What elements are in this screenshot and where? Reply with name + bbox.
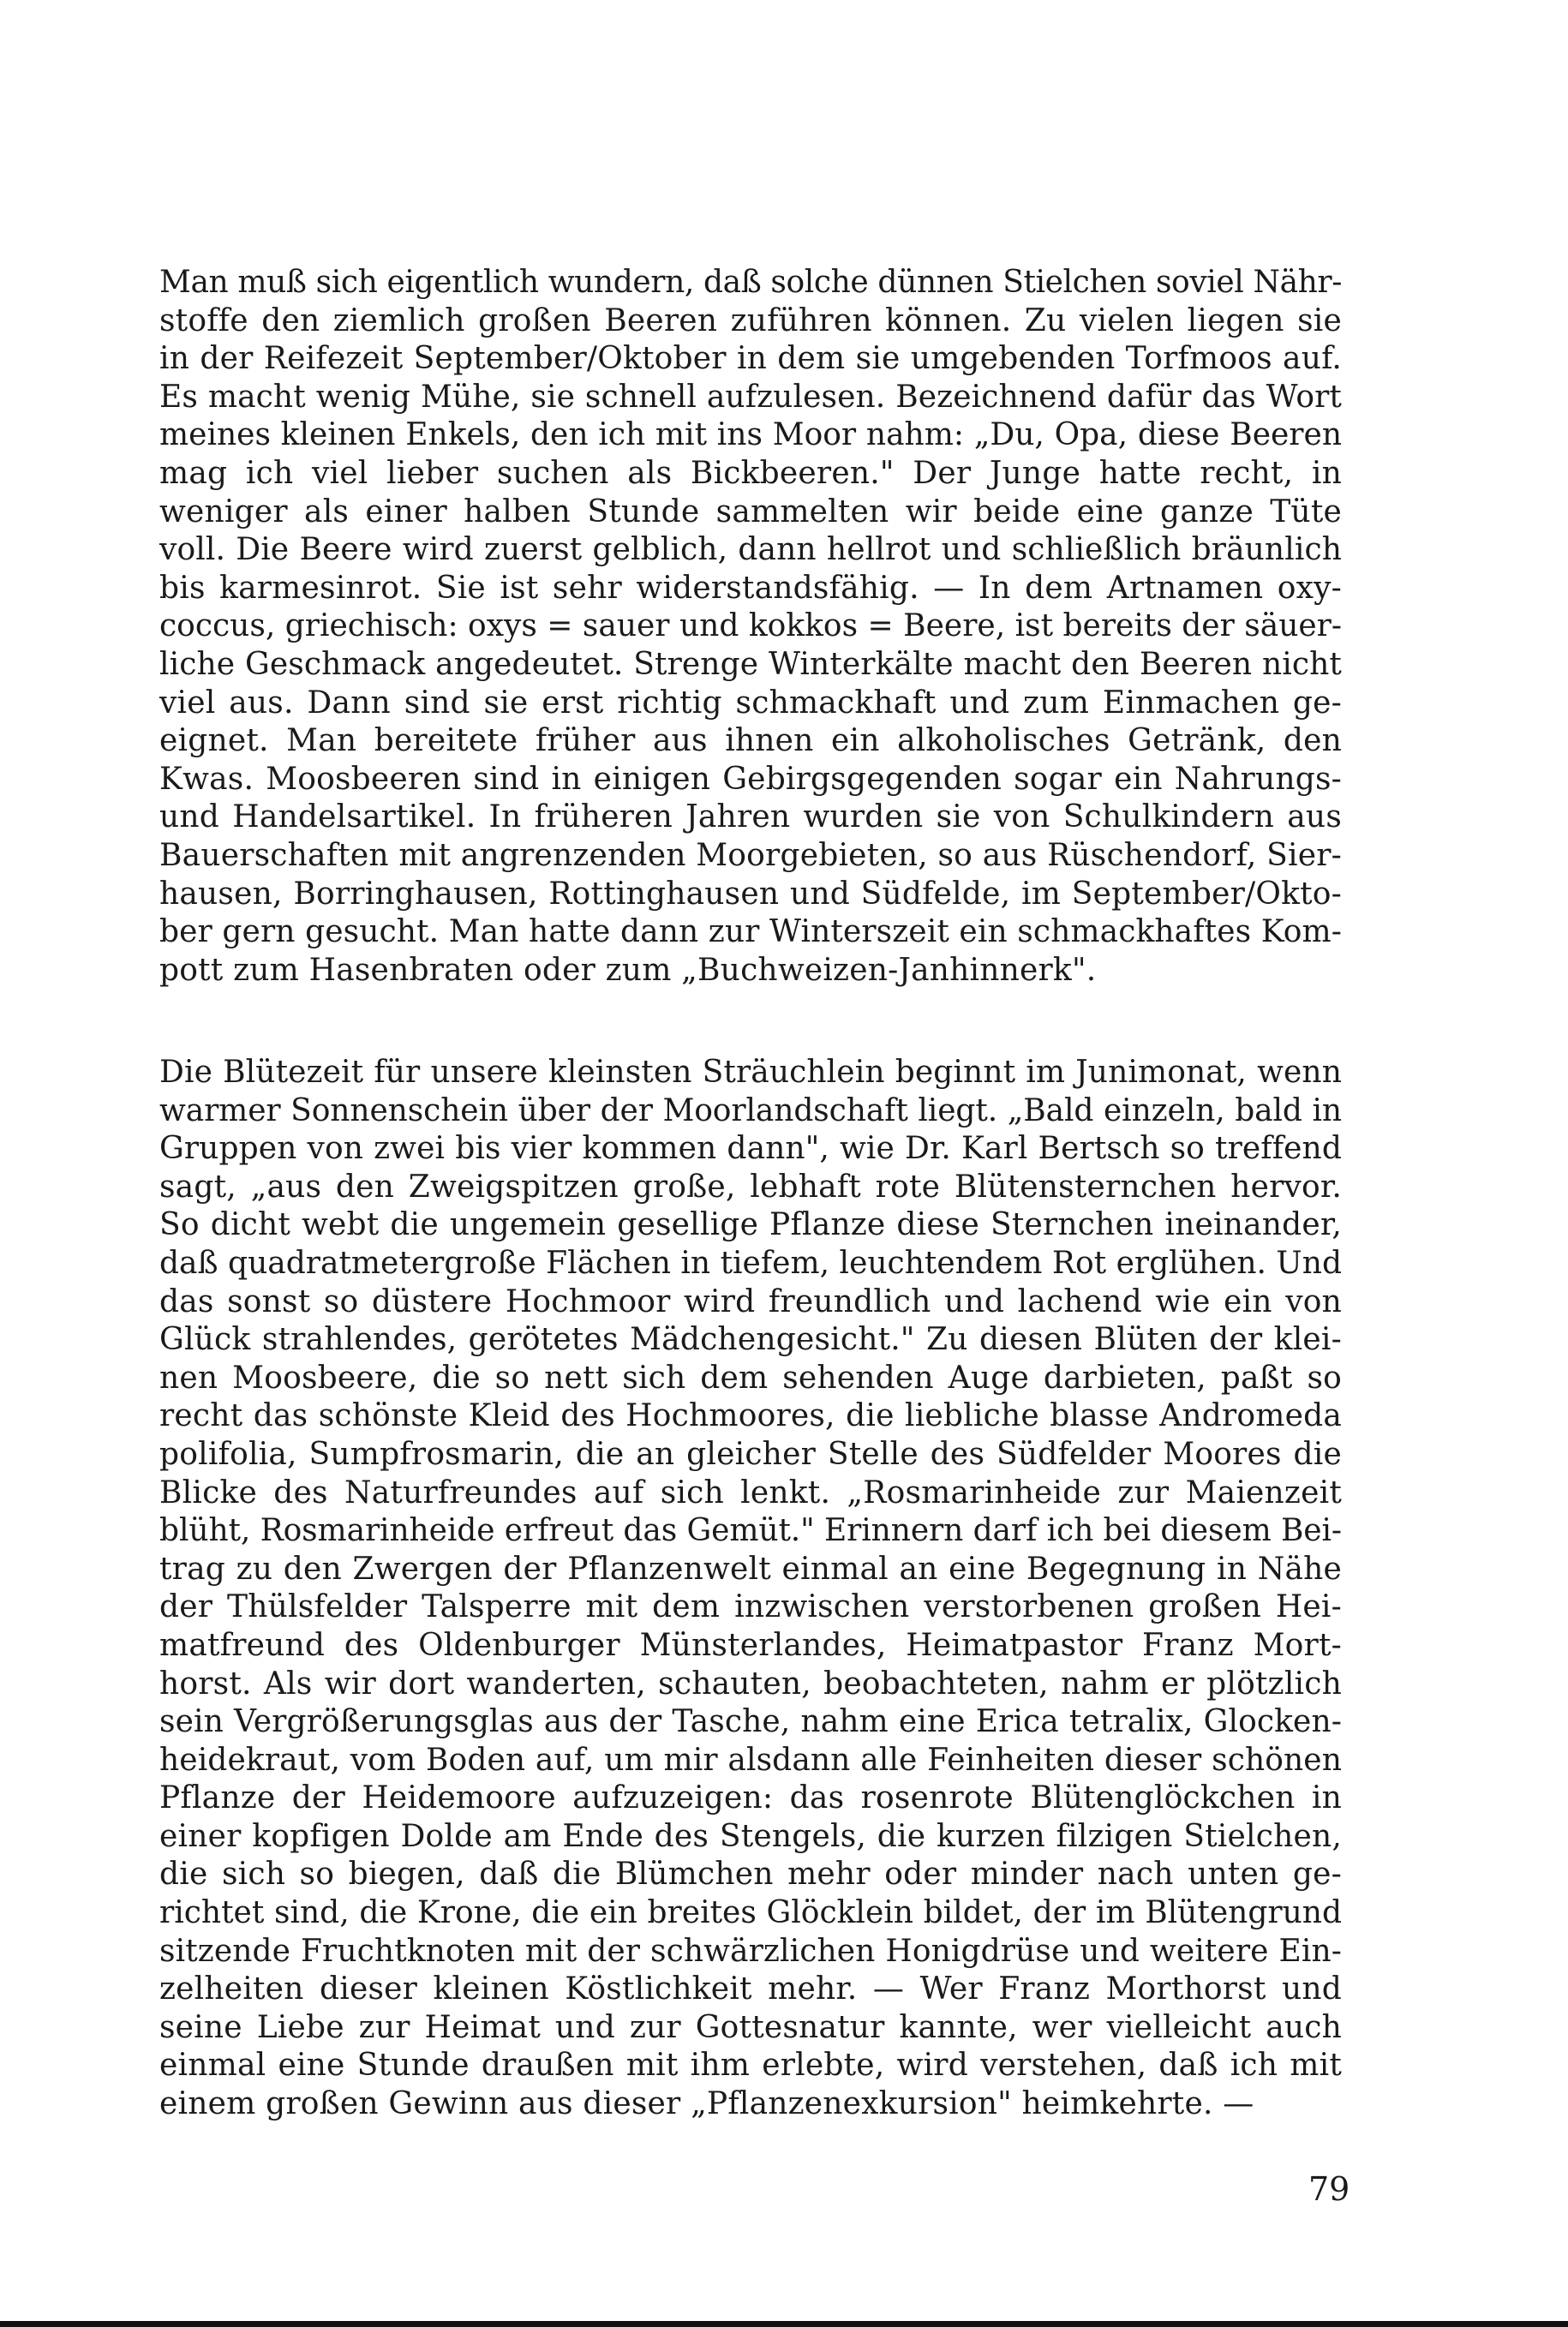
- text-line: Gruppen von zwei bis vier kommen dann", wie Dr. Karl Bertsch so treffend: [159, 1131, 1342, 1167]
- text-line: Bauerschaften mit angrenzenden Moorgebieten, so aus Rüschendorf, Sier-: [159, 837, 1342, 873]
- text-line: mag ich viel lieber suchen als Bickbeeren." Der Junge hatte recht, in: [159, 455, 1342, 491]
- text-line: liche Geschmack angedeutet. Strenge Winterkälte macht den Beeren nicht: [159, 646, 1342, 682]
- text-line: Blicke des Naturfreundes auf sich lenkt. „Rosmarinheide zur Maienzeit: [159, 1475, 1342, 1510]
- text-line: matfreund des Oldenburger Münsterlandes, Heimatpastor Franz Mort-: [159, 1627, 1342, 1663]
- text-line: coccus, griechisch: oxys = sauer und kokkos = Beere, ist bereits der säuer-: [159, 608, 1343, 644]
- text-line: zelheiten dieser kleinen Köstlichkeit mehr. — Wer Franz Morthorst und: [159, 1971, 1342, 2007]
- text-line: richtet sind, die Krone, die ein breites Glöcklein bildet, der im Blütengrund: [159, 1895, 1342, 1931]
- text-line: stoffe den ziemlich großen Beeren zuführen können. Zu vielen liegen sie: [159, 302, 1342, 338]
- text-line: bis karmesinrot. Sie ist sehr widerstandsfähig. — In dem Artnamen oxy-: [159, 570, 1342, 606]
- scan-bottom-edge: [0, 2321, 1568, 2327]
- text-line: ber gern gesucht. Man hatte dann zur Winterszeit ein schmackhaftes Kom-: [159, 914, 1343, 950]
- text-line: einmal eine Stunde draußen mit ihm erlebte, wird verstehen, daß ich mit: [159, 2048, 1342, 2084]
- paragraph-1: [159, 264, 1342, 990]
- text-line: einem großen Gewinn aus dieser „Pflanzenexkursion" heimkehrte. —: [159, 2086, 1254, 2122]
- text-line: Man muß sich eigentlich wundern, daß solche dünnen Stielchen soviel Nähr-: [159, 265, 1342, 300]
- text-line: eignet. Man bereitete früher aus ihnen ein alkoholisches Getränk, den: [159, 723, 1342, 759]
- text-line: polifolia, Sumpfrosmarin, die an gleicher Stelle des Südfelder Moores die: [159, 1436, 1342, 1472]
- text-line: seine Liebe zur Heimat und zur Gottesnatur kannte, wer vielleicht auch: [159, 2009, 1342, 2045]
- text-line: und Handelsartikel. In früheren Jahren wurden sie von Schulkindern aus: [159, 799, 1342, 835]
- text-line: viel aus. Dann sind sie erst richtig schmackhaft und zum Einmachen ge-: [159, 685, 1342, 721]
- text-line: So dicht webt die ungemein gesellige Pflanze diese Sternchen ineinander,: [159, 1207, 1342, 1243]
- text-line: sagt, „aus den Zweigspitzen große, lebhaft rote Blütensternchen hervor.: [159, 1169, 1342, 1205]
- text-line: horst. Als wir dort wanderten, schauten, beobachteten, nahm er plötzlich: [159, 1666, 1342, 1702]
- text-line: recht das schönste Kleid des Hochmoores, die liebliche blasse Andromeda: [159, 1398, 1342, 1434]
- page-number: 79: [1308, 2170, 1350, 2208]
- text-line: sitzende Fruchtknoten mit der schwärzlichen Honigdrüse und weitere Ein-: [159, 1933, 1342, 1969]
- text-line: blüht, Rosmarinheide erfreut das Gemüt." Erinnern darf ich bei diesem Bei-: [159, 1513, 1342, 1549]
- text-line: hausen, Borringhausen, Rottinghausen und Südfelde, im September/Okto-: [159, 876, 1342, 912]
- text-line: Die Blütezeit für unsere kleinsten Sträuchlein beginnt im Junimonat, wenn: [159, 1055, 1342, 1090]
- text-line: Glück strahlendes, gerötetes Mädchengesicht." Zu diesen Blüten der klei-: [159, 1322, 1342, 1358]
- text-line: trag zu den Zwergen der Pflanzenwelt einmal an eine Begegnung in Nähe: [159, 1551, 1342, 1587]
- text-line: warmer Sonnenschein über der Moorlandschaft liegt. „Bald einzeln, bald in: [159, 1092, 1342, 1128]
- text-line: die sich so biegen, daß die Blümchen mehr oder minder nach unten ge-: [159, 1857, 1342, 1893]
- text-line: voll. Die Beere wird zuerst gelblich, dann hellrot und schließlich bräunlich: [159, 532, 1342, 568]
- text-line: sein Vergrößerungsglas aus der Tasche, nahm eine Erica tetralix, Glocken-: [159, 1704, 1342, 1740]
- text-line: Kwas. Moosbeeren sind in einigen Gebirgsgegenden sogar ein Nahrungs-: [159, 761, 1342, 797]
- text-line: das sonst so düstere Hochmoor wird freundlich und lachend wie ein von: [159, 1283, 1342, 1319]
- text-line: pott zum Hasenbraten oder zum „Buchweizen-Janhinnerk".: [159, 952, 1097, 988]
- text-line: meines kleinen Enkels, den ich mit ins Moor nahm: „Du, Opa, diese Beeren: [159, 417, 1342, 453]
- text-line: Pflanze der Heidemoore aufzuzeigen: das rosenrote Blütenglöckchen in: [159, 1780, 1342, 1816]
- text-line: heidekraut, vom Boden auf, um mir alsdann alle Feinheiten dieser schönen: [159, 1742, 1342, 1778]
- paragraph-2: [159, 1054, 1342, 2124]
- text-line: weniger als einer halben Stunde sammelten wir beide eine ganze Tüte: [159, 494, 1342, 529]
- text-line: einer kopfigen Dolde am Ende des Stengels, die kurzen filzigen Stielchen,: [159, 1818, 1342, 1854]
- text-line: in der Reifezeit September/Oktober in dem sie umgebenden Torfmoos auf.: [159, 341, 1342, 377]
- text-line: daß quadratmetergroße Flächen in tiefem, leuchtendem Rot erglühen. Und: [159, 1245, 1342, 1281]
- text-line: Es macht wenig Mühe, sie schnell aufzulesen. Bezeichnend dafür das Wort: [159, 379, 1342, 415]
- text-line: nen Moosbeere, die so nett sich dem sehenden Auge darbieten, paßt so: [159, 1360, 1342, 1396]
- text-line: der Thülsfelder Talsperre mit dem inzwischen verstorbenen großen Hei-: [159, 1589, 1342, 1625]
